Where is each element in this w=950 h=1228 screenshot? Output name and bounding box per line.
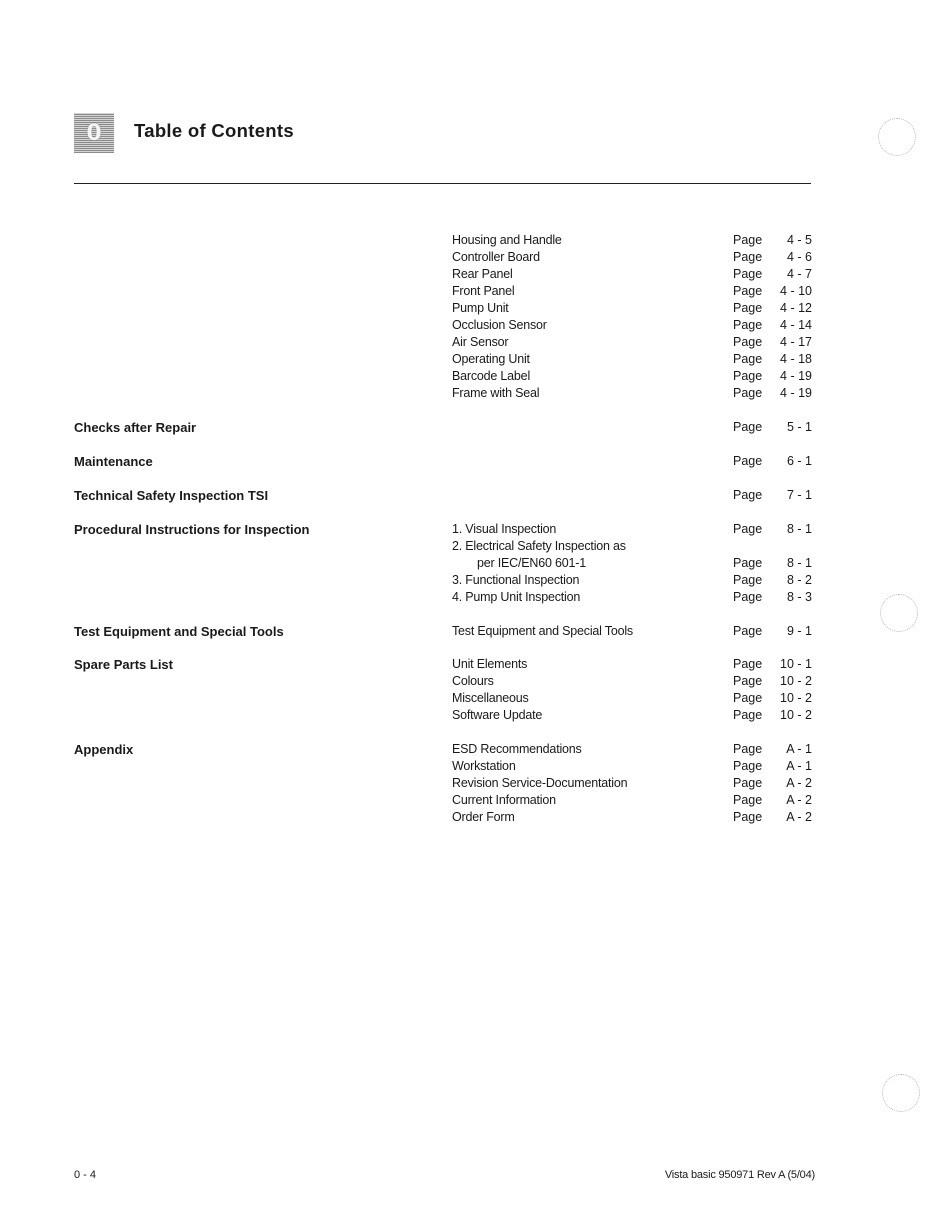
toc-page-number: 8 - 1 (786, 556, 812, 570)
toc-page-label: Page (733, 522, 763, 536)
footer-document-ref: Vista basic 950971 Rev A (5/04) (664, 1169, 815, 1181)
toc-page-label: Page (733, 624, 763, 638)
toc-entry: Software Update (452, 708, 543, 722)
toc-entry: Workstation (452, 759, 516, 773)
toc-entry: Air Sensor (452, 335, 509, 349)
toc-section-heading: Test Equipment and Special Tools (74, 624, 284, 639)
toc-page-number: A - 1 (786, 742, 812, 756)
toc-page-label: Page (733, 556, 763, 570)
footer-page-number: 0 - 4 (74, 1169, 97, 1181)
toc-entry: 1. Visual Inspection (452, 522, 557, 536)
toc-page-number: 4 - 10 (780, 284, 812, 298)
toc-page-label: Page (733, 488, 763, 502)
toc-page-number: 8 - 3 (786, 590, 812, 604)
chapter-number: 0 (86, 120, 102, 146)
toc-page-number: 4 - 19 (780, 386, 812, 400)
toc-page-label: Page (733, 233, 763, 247)
toc-page-label: Page (733, 657, 763, 671)
toc-page-number: 10 - 2 (780, 674, 812, 688)
toc-page-label: Page (733, 301, 763, 315)
toc-page-label: Page (733, 250, 763, 264)
toc-page-number: A - 2 (786, 776, 812, 790)
toc-page-label: Page (733, 691, 763, 705)
toc-entry: Unit Elements (452, 657, 528, 671)
page-title: Table of Contents (134, 120, 294, 141)
toc-page-number: 4 - 6 (786, 250, 812, 264)
toc-page-label: Page (733, 674, 763, 688)
toc-section-heading: Checks after Repair (74, 420, 197, 435)
toc-entry: Front Panel (452, 284, 515, 298)
toc-page-number: 4 - 5 (786, 233, 812, 247)
toc-entry: Occlusion Sensor (452, 318, 547, 332)
toc-page-number: 4 - 7 (786, 267, 812, 281)
toc-page-label: Page (733, 793, 763, 807)
toc-entry: Barcode Label (452, 369, 531, 383)
toc-page-label: Page (733, 573, 763, 587)
toc-page-label: Page (733, 454, 763, 468)
toc-entry: Order Form (452, 810, 515, 824)
toc-entry: Pump Unit (452, 301, 509, 315)
toc-page-label: Page (733, 590, 763, 604)
toc-page-number: 8 - 1 (786, 522, 812, 536)
toc-page-label: Page (733, 759, 763, 773)
toc-entry: Test Equipment and Special Tools (452, 624, 633, 638)
toc-entry: Controller Board (452, 250, 540, 264)
toc-entry: Frame with Seal (452, 386, 540, 400)
binder-hole-bottom (882, 1074, 920, 1112)
toc-page-number: 4 - 12 (780, 301, 812, 315)
toc-page-number: 5 - 1 (786, 420, 812, 434)
toc-section-heading: Appendix (74, 742, 134, 757)
toc-page-number: 4 - 18 (780, 352, 812, 366)
toc-page-label: Page (733, 318, 763, 332)
toc-entry: Operating Unit (452, 352, 530, 366)
toc-page-label: Page (733, 386, 763, 400)
toc-section-heading: Technical Safety Inspection TSI (74, 488, 269, 503)
toc-page-number: 4 - 17 (780, 335, 812, 349)
toc-page-number: 10 - 1 (780, 657, 812, 671)
toc-page-number: 9 - 1 (786, 624, 812, 638)
toc-page-number: 4 - 14 (780, 318, 812, 332)
toc-entry: 4. Pump Unit Inspection (452, 590, 581, 604)
toc-entry: Rear Panel (452, 267, 513, 281)
toc-page-number: 7 - 1 (786, 488, 812, 502)
toc-page-label: Page (733, 742, 763, 756)
toc-entry: Housing and Handle (452, 233, 562, 247)
binder-hole-middle (880, 594, 918, 632)
toc-page-label: Page (733, 284, 763, 298)
toc-entry: Revision Service-Documentation (452, 776, 628, 790)
toc-page-number: 8 - 2 (786, 573, 812, 587)
toc-page-label: Page (733, 267, 763, 281)
toc-entry: 3. Functional Inspection (452, 573, 580, 587)
toc-page-number: A - 2 (786, 793, 812, 807)
toc-page-number: A - 1 (786, 759, 812, 773)
chapter-badge (74, 113, 114, 153)
toc-entry: 2. Electrical Safety Inspection as (452, 539, 626, 553)
binder-hole-top (878, 118, 916, 156)
toc-section-heading: Spare Parts List (74, 657, 173, 672)
header-divider (74, 183, 811, 184)
toc-page-number: 6 - 1 (786, 454, 812, 468)
toc-section-heading: Procedural Instructions for Inspection (74, 522, 310, 537)
toc-page-label: Page (733, 369, 763, 383)
toc-entry: ESD Recommendations (452, 742, 582, 756)
toc-page-label: Page (733, 420, 763, 434)
toc-page-number: 10 - 2 (780, 708, 812, 722)
toc-page-label: Page (733, 335, 763, 349)
toc-page-number: A - 2 (786, 810, 812, 824)
toc-page-label: Page (733, 708, 763, 722)
toc-section-heading: Maintenance (74, 454, 153, 469)
toc-entry: per IEC/EN60 601-1 (477, 556, 586, 570)
toc-page-number: 4 - 19 (780, 369, 812, 383)
toc-entry: Colours (452, 674, 494, 688)
toc-page-label: Page (733, 810, 763, 824)
toc-entry: Miscellaneous (452, 691, 529, 705)
toc-page-label: Page (733, 352, 763, 366)
toc-entry: Current Information (452, 793, 556, 807)
toc-page-label: Page (733, 776, 763, 790)
toc-page-number: 10 - 2 (780, 691, 812, 705)
